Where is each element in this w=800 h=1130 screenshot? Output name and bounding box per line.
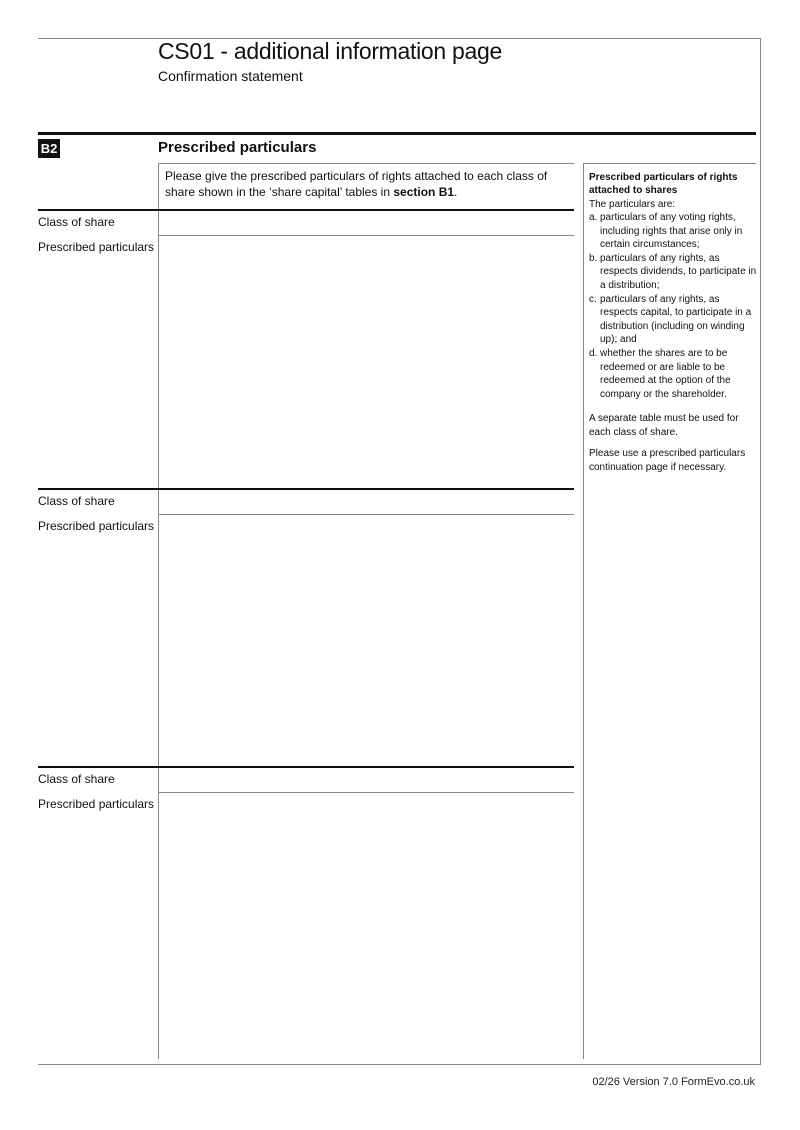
prescribed-particulars-input-1[interactable] xyxy=(160,237,576,489)
sidebar-list-item xyxy=(589,252,757,293)
footer-version: 02/26 Version 7.0 FormEvo.co.uk xyxy=(592,1076,755,1088)
page-title: CS01 - additional information page xyxy=(158,38,502,64)
sidebar-title: Prescribed particulars of rights attached to shares xyxy=(589,172,738,196)
instruction-left-rule xyxy=(158,163,159,209)
form-left-rule xyxy=(158,209,159,1059)
block-2-divider xyxy=(158,514,574,515)
class-of-share-label-1: Class of share xyxy=(38,215,115,229)
right-border xyxy=(760,38,761,1065)
block-1-top-rule xyxy=(38,209,574,211)
instruction-top-rule xyxy=(158,163,574,164)
class-of-share-input-3[interactable] xyxy=(160,769,576,793)
sidebar-list-item xyxy=(589,211,757,252)
section-title: Prescribed particulars xyxy=(158,139,317,156)
block-3-top-rule xyxy=(38,766,574,768)
sidebar-list xyxy=(589,211,757,401)
block-3-divider xyxy=(158,792,574,793)
sidebar-list-item xyxy=(589,347,757,401)
list-text: particulars of any rights, as respects dividends, to participate in a distribution; xyxy=(600,252,757,291)
list-text: particulars of any rights, as respects capital, to participate in a distribution (including on winding up); and xyxy=(600,293,752,346)
class-of-share-label-3: Class of share xyxy=(38,772,115,786)
sidebar-list-item xyxy=(589,293,757,347)
sidebar-note-continuation: Please use a prescribed particulars continuation page if necessary. xyxy=(589,448,746,473)
class-of-share-input-2[interactable] xyxy=(160,491,576,515)
sidebar-left-rule xyxy=(583,163,584,1059)
section-rule xyxy=(38,132,756,135)
prescribed-particulars-label-1: Prescribed particulars xyxy=(38,240,155,254)
list-text: whether the shares are to be redeemed or are liable to be redeemed at the option of the company or the shareholder. xyxy=(600,347,731,400)
class-of-share-input-1[interactable] xyxy=(160,212,576,236)
sidebar-intro: The particulars are: xyxy=(589,199,676,210)
prescribed-particulars-input-3[interactable] xyxy=(160,794,576,1060)
list-text: particulars of any voting rights, including rights that arise only in certain circumstances; xyxy=(600,212,743,251)
section-tag: B2 xyxy=(38,139,60,158)
bottom-border xyxy=(38,1064,761,1065)
list-marker: b. xyxy=(589,252,598,264)
block-2-top-rule xyxy=(38,488,574,490)
list-marker: c. xyxy=(589,293,597,305)
block-1-divider xyxy=(158,235,574,236)
instruction-suffix: . xyxy=(454,185,458,199)
sidebar-top-rule xyxy=(583,163,756,164)
sidebar-note-separate-table: A separate table must be used for each class of share. xyxy=(589,413,739,438)
prescribed-particulars-label-2: Prescribed particulars xyxy=(38,519,155,533)
instruction-prefix: Please give the prescribed particulars of rights attached to each class of share shown in the ‘share capital’ tables in xyxy=(165,169,548,199)
list-marker: d. xyxy=(589,347,598,359)
page-subtitle: Confirmation statement xyxy=(158,68,303,84)
list-marker: a. xyxy=(589,212,598,223)
instruction-section-ref: section B1 xyxy=(393,185,455,199)
prescribed-particulars-label-3: Prescribed particulars xyxy=(38,797,155,811)
instruction-text xyxy=(165,168,570,200)
class-of-share-label-2: Class of share xyxy=(38,494,115,508)
prescribed-particulars-input-2[interactable] xyxy=(160,516,576,768)
